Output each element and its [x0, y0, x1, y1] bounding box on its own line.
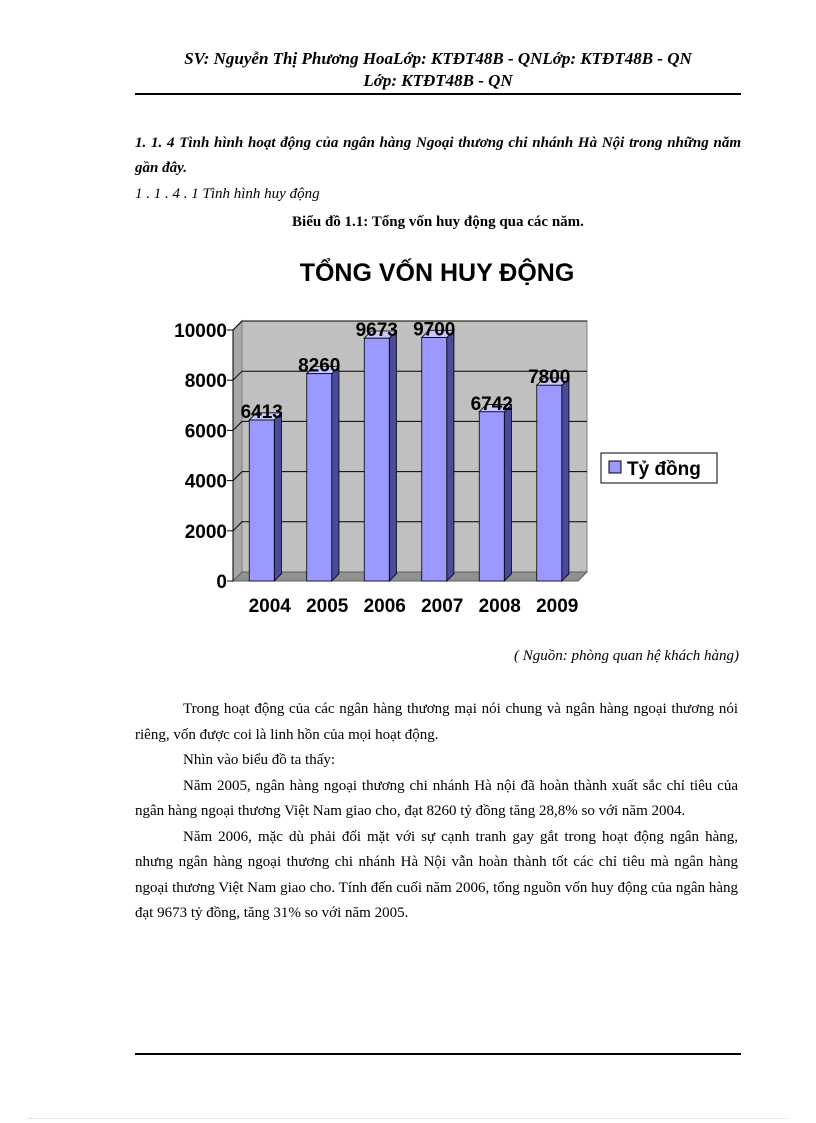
- y-tick-label: 10000: [174, 321, 227, 342]
- section-title: 1. 1. 4 Tình hình hoạt động của ngân hàng Ngoại thương chi nhánh Hà Nội trong những năm gần đây.: [135, 135, 741, 176]
- paragraph: Năm 2005, ngân hàng ngoại thương chi nhánh Hà nội đã hoàn thành xuất sắc chỉ tiêu của ngân hàng ngoại thương Việt Nam giao cho, đạt 8260 tỷ đồng tăng 28,8% so với năm 2004.: [135, 777, 738, 819]
- legend-label: Tỷ đồng: [627, 459, 701, 480]
- subsection-title: 1 . 1 . 4 . 1 Tình hình huy động: [135, 186, 320, 202]
- body-text: [135, 697, 738, 927]
- x-tick-label: 2008: [478, 596, 521, 617]
- bar-side: [504, 405, 511, 581]
- y-tick-label: 8000: [184, 371, 227, 393]
- paragraph: Nhìn vào biểu đồ ta thấy:: [183, 752, 336, 768]
- chart-title: TỔNG VỐN HUY ĐỘNG: [299, 259, 575, 287]
- data-label: 6413: [240, 402, 283, 424]
- bar: [364, 338, 389, 581]
- bar-side: [562, 378, 569, 581]
- y-tick-label: 2000: [184, 521, 227, 543]
- header-line-1: SV: Nguyễn Thị Phương HoaLớp: KTĐT48B - QNLớp: KTĐT48B - QN: [184, 49, 692, 68]
- bar-side: [274, 413, 281, 581]
- data-label: 9673: [355, 320, 398, 342]
- bar-side: [332, 366, 339, 581]
- page-edge: [28, 1118, 788, 1119]
- bar-side: [389, 331, 396, 581]
- x-tick-label: 2007: [421, 596, 464, 617]
- x-tick-label: 2006: [363, 596, 406, 617]
- footer-rule: [135, 1053, 741, 1055]
- paragraph: Trong hoạt động của các ngân hàng thương mại nói chung và ngân hàng ngoại thương nói riêng, vốn được coi là linh hồn của mọi hoạt động.: [135, 701, 738, 743]
- chart-side-wall: [233, 321, 242, 581]
- chart-floor: [233, 572, 587, 581]
- y-tick-label: 6000: [184, 421, 227, 443]
- x-tick-label: 2004: [248, 596, 291, 617]
- bar: [537, 385, 562, 581]
- data-label: 9700: [413, 319, 456, 341]
- x-tick-label: 2009: [536, 596, 579, 617]
- bar-side: [447, 330, 454, 581]
- paragraph: Năm 2006, mặc dù phải đối mặt với sự cạnh tranh gay gắt trong hoạt động ngân hàng, nhưng ngân hàng ngoại thương chi nhánh Hà Nội vẫn hoàn thành tốt các chỉ tiêu mà ngân hàng ngoại thương Việt Nam giao cho. Tính đến cuối năm 2006, tổng nguồn vốn huy động của ngân hàng đạt 9673 tỷ đồng, tăng 31% so với năm 2005.: [135, 828, 738, 921]
- chart-source: ( Nguồn: phòng quan hệ khách hàng): [514, 648, 739, 664]
- bar: [479, 412, 504, 581]
- chart-caption: Biểu đồ 1.1: Tổng vốn huy động qua các năm.: [292, 214, 584, 230]
- chart-back-wall: [242, 321, 587, 572]
- y-tick-label: 0: [216, 572, 227, 593]
- x-tick-label: 2005: [306, 596, 349, 617]
- header-line-2: Lớp: KTĐT48B - QN: [363, 71, 513, 90]
- legend-swatch: [609, 461, 621, 473]
- bar: [307, 374, 332, 581]
- data-label: 7800: [528, 367, 571, 389]
- bar: [249, 420, 274, 581]
- data-label: 8260: [298, 355, 341, 377]
- data-label: 6742: [470, 393, 513, 415]
- y-tick-label: 4000: [184, 471, 227, 493]
- bar: [422, 338, 447, 581]
